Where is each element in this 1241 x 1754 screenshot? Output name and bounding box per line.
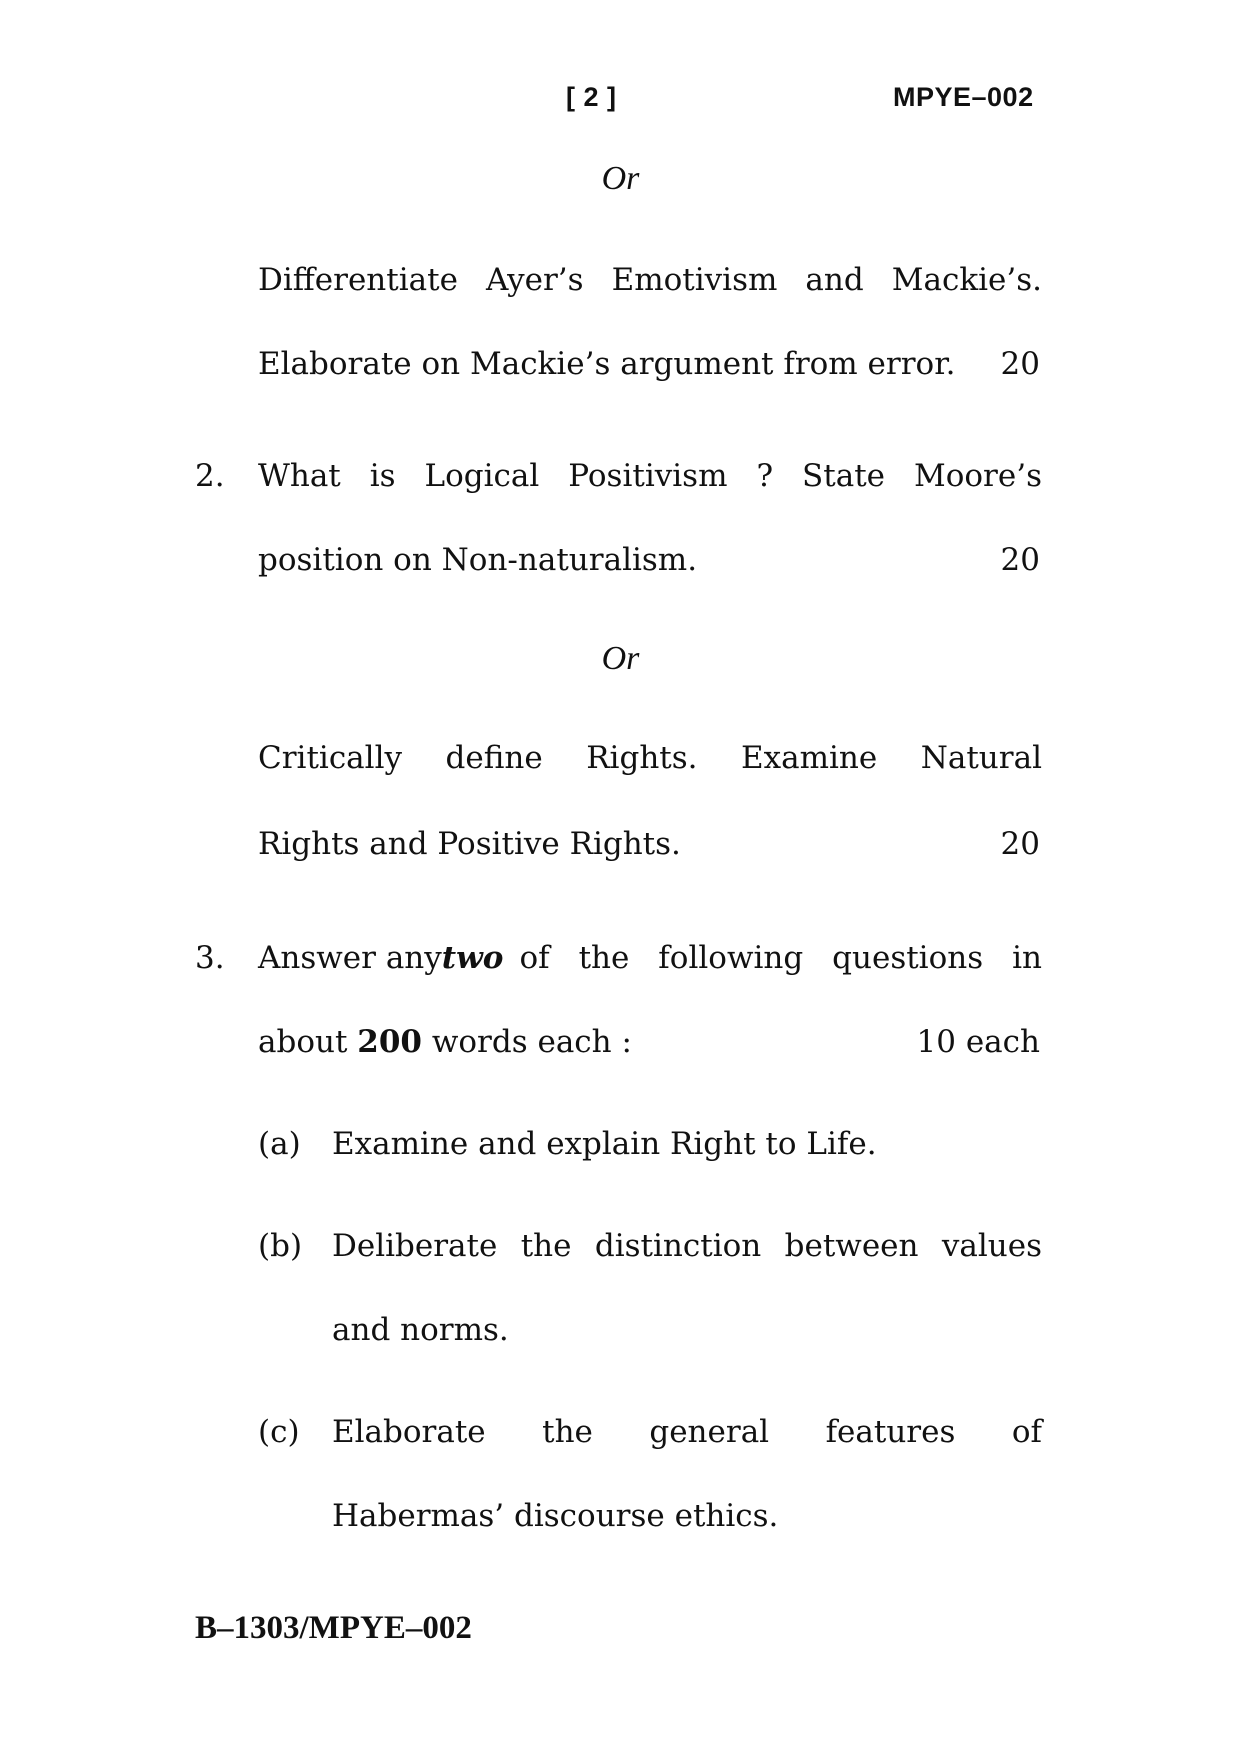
- q3-line-2-bold: 200: [357, 1024, 422, 1060]
- q3-line-2: [258, 1024, 632, 1060]
- q3-marks: 10 each: [916, 1024, 1040, 1060]
- q3-sub-b-line-1: Deliberate the distinction between values: [332, 1228, 1042, 1264]
- q2-alt-line-2: Rights and Positive Rights.: [258, 826, 681, 862]
- q3-line-1-post: of the following questions in: [519, 940, 1042, 976]
- q2-alt-line-1: Critically define Rights. Examine Natural: [258, 740, 1042, 776]
- q3-line-2-post: words each :: [431, 1024, 632, 1060]
- or-separator: Or: [601, 640, 640, 677]
- q3-sub-c-line-1: Elaborate the general features of: [332, 1414, 1042, 1450]
- q3-sub-c-line-2: Habermas’ discourse ethics.: [332, 1498, 779, 1534]
- q3-line-1-emphasis: two: [441, 940, 504, 976]
- q1-alt-marks: 20: [1000, 346, 1040, 382]
- q3-sub-label-c: (c): [258, 1414, 300, 1450]
- q3-sub-b-line-2: and norms.: [332, 1312, 509, 1348]
- or-separator: Or: [601, 160, 640, 197]
- q3-line-2-pre: about: [258, 1024, 348, 1060]
- q3-sub-a-line-1: Examine and explain Right to Life.: [332, 1126, 877, 1162]
- q3-sub-label-b: (b): [258, 1228, 303, 1264]
- q2-line-1: What is Logical Positivism ? State Moore’s: [258, 458, 1042, 494]
- q3-line-1-pre: Answer any: [258, 940, 442, 976]
- q2-alt-marks: 20: [1000, 826, 1040, 862]
- q1-alt-line-2: Elaborate on Mackie’s argument from error.: [258, 346, 956, 382]
- q2-marks: 20: [1000, 542, 1040, 578]
- q3-sub-label-a: (a): [258, 1126, 301, 1162]
- footer-code: B–1303/MPYE–002: [195, 1610, 472, 1646]
- course-code: MPYE–002: [893, 82, 1034, 112]
- q1-alt-line-1: Differentiate Ayer’s Emotivism and Mackie’s.: [258, 262, 1042, 298]
- q3-line-1: [258, 940, 1042, 976]
- q2-line-2: position on Non-naturalism.: [258, 542, 698, 578]
- q2-number: 2.: [195, 458, 225, 494]
- page-number: [ 2 ]: [566, 82, 617, 112]
- q3-number: 3.: [195, 940, 225, 976]
